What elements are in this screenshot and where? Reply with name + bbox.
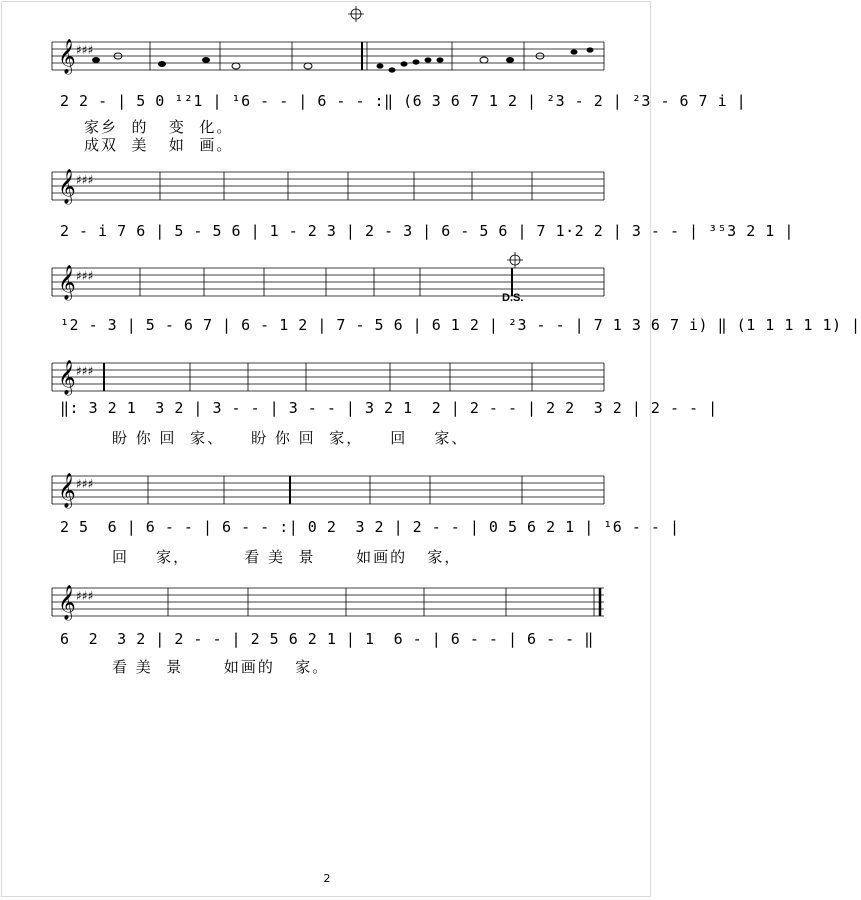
jianpu-line-4: ‖: 3 2 1 3 2 | 3 - - | 3 - - | 3 2 1 2 | 2 - - | 2 2 3 2 | 2 - - | bbox=[60, 399, 718, 417]
svg-text:♯♯♯: ♯♯♯ bbox=[76, 477, 94, 491]
jianpu-line-1: 2 2 - | 5 0 ¹²1 | ¹6 - - | 6 - - :‖ (6 3 6 7 1 2 | ²3 - 2 | ²3 - 6 7 i | bbox=[60, 92, 747, 110]
svg-text:𝄞: 𝄞 bbox=[58, 169, 76, 204]
jianpu-line-2: 2 - i 7 6 | 5 - 5 6 | 1 - 2 3 | 2 - 3 | 6 - 5 6 | 7 1·2 2 | 3 - - | ³⁵3 2 1 | bbox=[60, 222, 794, 240]
jianpu-line-6: 6 2 3 2 | 2 - - | 2 5 6 2 1 | 1 6 - | 6 - - | 6 - - ‖ bbox=[60, 630, 594, 648]
svg-text:♯♯♯: ♯♯♯ bbox=[76, 589, 94, 603]
staff-1 bbox=[0, 0, 654, 80]
svg-text:𝄞: 𝄞 bbox=[58, 265, 76, 300]
page-number: 2 bbox=[323, 872, 331, 885]
lyric-6: 看 美 景 如画的 家。 bbox=[112, 658, 330, 676]
staff-3 bbox=[0, 250, 654, 310]
lyric-5: 回 家， 看 美 景 如画的 家， bbox=[112, 548, 462, 566]
svg-text:♯♯♯: ♯♯♯ bbox=[76, 269, 94, 283]
jianpu-line-3: ¹2 - 3 | 5 - 6 7 | 6 - 1 2 | 7 - 5 6 | 6 1 2 | ²3 - - | 7 1 3 6 7 i) ‖ (1 1 1 1 1) | bbox=[60, 316, 861, 334]
svg-text:♯♯♯: ♯♯♯ bbox=[76, 364, 94, 378]
lyric-1-verse-2: 成双 美 如 画。 bbox=[84, 136, 234, 154]
ds-marking: D.S. bbox=[502, 292, 524, 304]
staff-2 bbox=[0, 160, 654, 220]
svg-text:𝄞: 𝄞 bbox=[58, 360, 76, 395]
svg-text:♯♯♯: ♯♯♯ bbox=[76, 173, 94, 187]
jianpu-line-5: 2 5 6 | 6 - - | 6 - - :| 0 2 3 2 | 2 - - | 0 5 6 2 1 | ¹6 - - | bbox=[60, 518, 680, 536]
svg-text:♯♯♯: ♯♯♯ bbox=[76, 43, 94, 57]
svg-text:𝄞: 𝄞 bbox=[58, 473, 76, 508]
svg-text:𝄞: 𝄞 bbox=[58, 39, 76, 74]
lyric-1-verse-1: 家乡 的 变 化。 bbox=[84, 118, 234, 136]
svg-text:𝄞: 𝄞 bbox=[58, 585, 76, 620]
notes-1 bbox=[92, 47, 594, 72]
lyric-4: 盼 你 回 家、 盼 你 回 家， 回 家、 bbox=[112, 429, 469, 447]
